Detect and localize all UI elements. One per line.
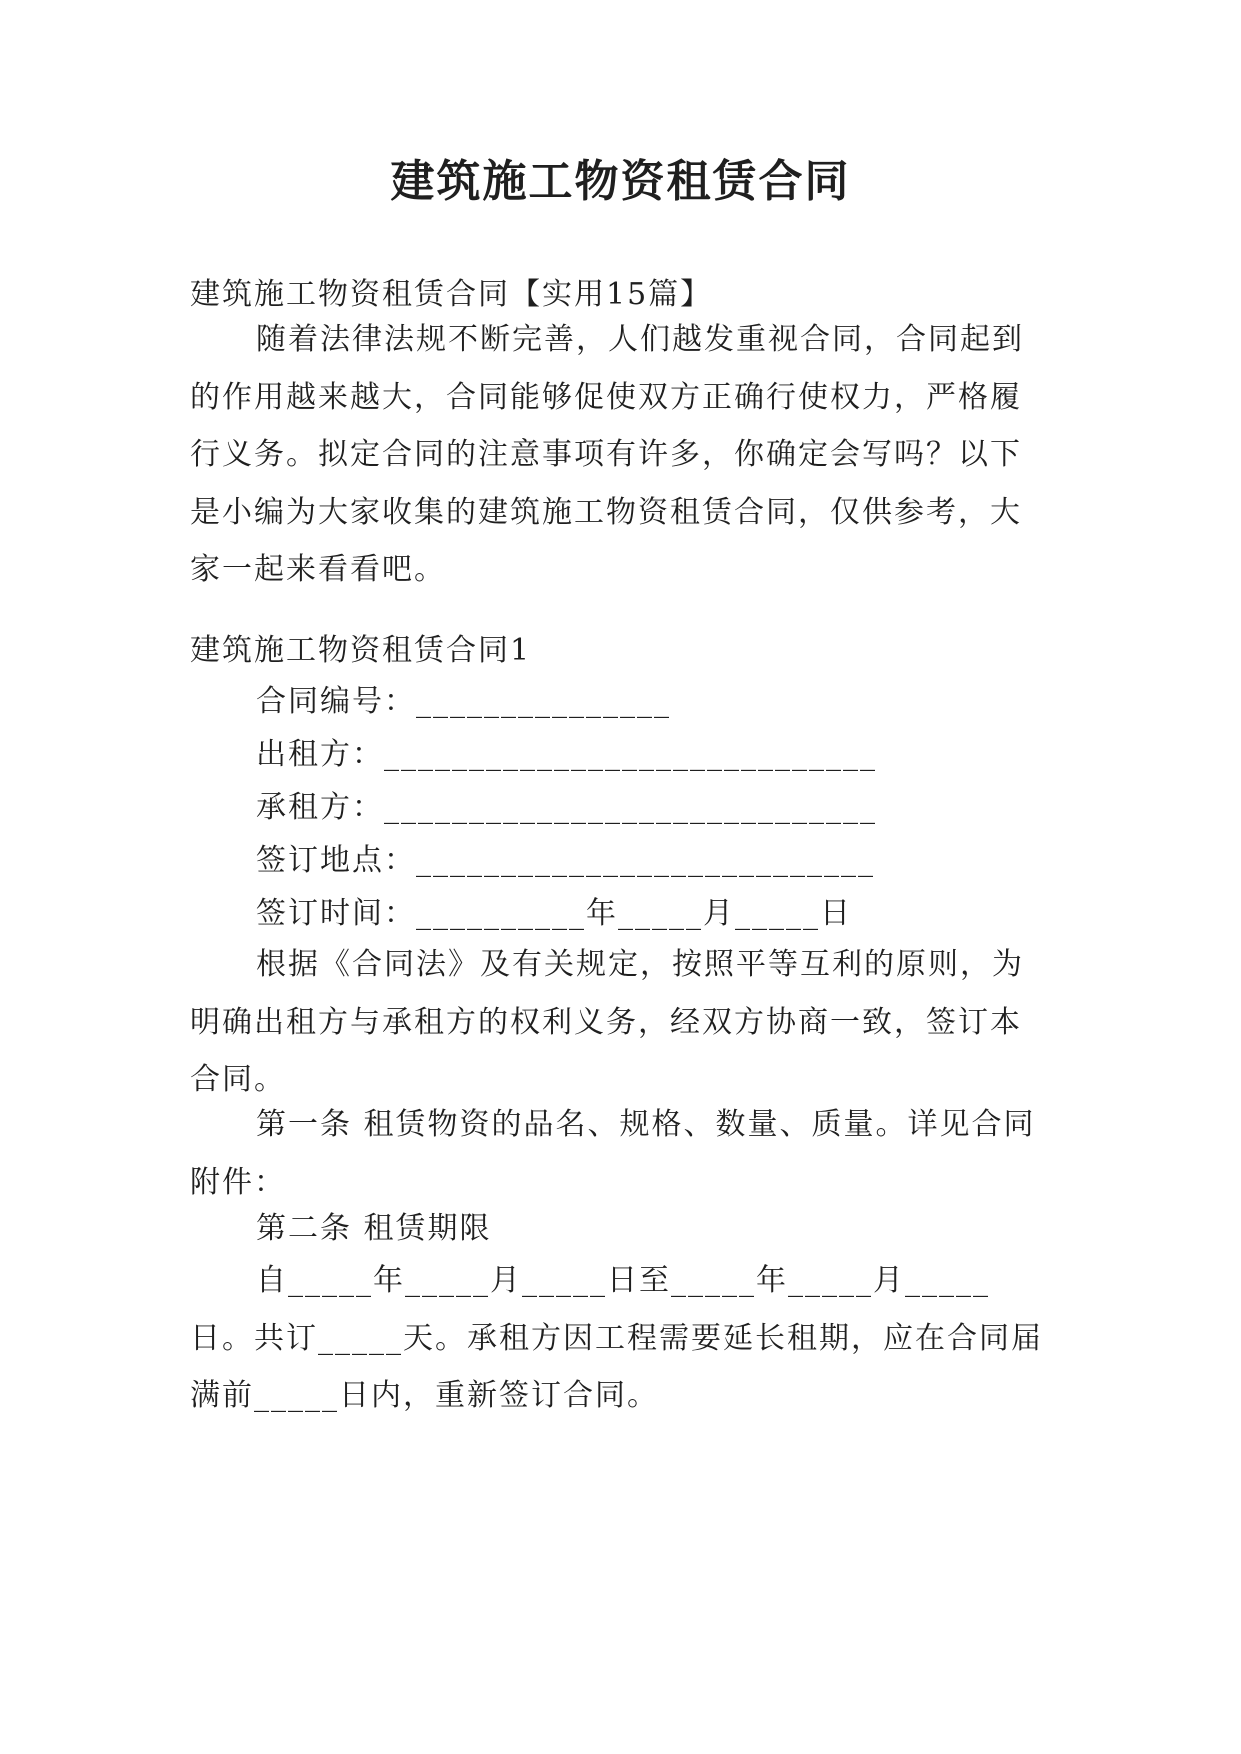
article-1: 第一条 租赁物资的品名、规格、数量、质量。详见合同附件： bbox=[190, 1107, 1036, 1200]
article-2-heading: 第二条 租赁期限 bbox=[256, 1211, 492, 1246]
document-title: 建筑施工物资租赁合同 bbox=[390, 156, 851, 207]
lessor-field: 出租方：_____________________________ bbox=[256, 737, 877, 772]
section-heading: 建筑施工物资租赁合同1 bbox=[190, 633, 532, 668]
basis-paragraph: 根据《合同法》及有关规定，按照平等互利的原则，为明确出租方与承租方的权利义务，经双方协商一致，签订本合同。 bbox=[190, 947, 1024, 1097]
sign-time-field: 签订时间：__________年_____月_____日 bbox=[256, 896, 852, 931]
article-2-body: 自_____年_____月_____日至_____年_____月_____日。共订_____天。承租方因工程需要延长租期，应在合同届满前_____日内，重新签订合同。 bbox=[190, 1263, 1043, 1413]
sign-place-field: 签订地点：___________________________ bbox=[256, 843, 875, 878]
lessee-field: 承租方：_____________________________ bbox=[256, 790, 877, 825]
intro-paragraph: 随着法律法规不断完善，人们越发重视合同，合同起到的作用越来越大，合同能够促使双方正确行使权力，严格履行义务。拟定合同的注意事项有许多，你确定会写吗？以下是小编为大家收集的建筑施工物资租赁合同，仅供参考，大家一起来看看吧。 bbox=[190, 322, 1024, 587]
contract-number-field: 合同编号：_______________ bbox=[256, 684, 671, 719]
document-subtitle: 建筑施工物资租赁合同【实用15篇】 bbox=[190, 277, 713, 312]
